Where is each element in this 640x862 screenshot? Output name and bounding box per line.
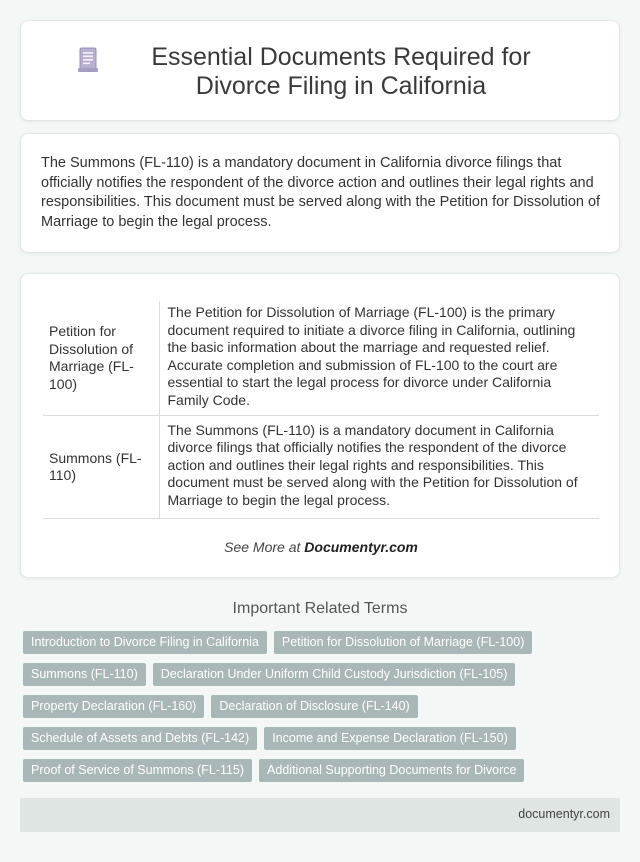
related-terms-heading: Important Related Terms xyxy=(232,600,408,617)
definition-cell: The Summons (FL-110) is a mandatory document in California divorce filings that officially notifies the respondent of the divorce action and outlines their legal rights and responsibilities. This document must be served along with the Petition for Dissolution of Marriage to begin the legal process. xyxy=(159,416,599,519)
summary-text: The Summons (FL-110) is a mandatory document in California divorce filings that officially notifies the respondent of the divorce action and outlines their legal rights and responsibilities. This document must be served along with the Petition for Dissolution of Marriage to begin the legal process. xyxy=(41,155,601,230)
related-term-tag[interactable]: Schedule of Assets and Debts (FL-142) xyxy=(23,727,257,750)
related-term-tag[interactable]: Summons (FL-110) xyxy=(23,663,146,686)
term-cell: Summons (FL-110) xyxy=(43,416,159,519)
table-row xyxy=(43,301,599,416)
related-term-tag[interactable]: Petition for Dissolution of Marriage (FL-100) xyxy=(274,631,532,654)
related-terms-list xyxy=(23,631,623,782)
related-term-tag[interactable]: Declaration Under Uniform Child Custody Jurisdiction (FL-105) xyxy=(153,663,516,686)
see-more-site[interactable]: Documentyr.com xyxy=(304,539,418,555)
footer xyxy=(20,798,620,832)
related-term-tag[interactable]: Additional Supporting Documents for Divorce xyxy=(259,759,524,782)
see-more-prefix: See More at xyxy=(224,539,305,555)
related-term-tag[interactable]: Proof of Service of Summons (FL-115) xyxy=(23,759,252,782)
title-card xyxy=(20,20,620,121)
related-term-tag[interactable]: Income and Expense Declaration (FL-150) xyxy=(264,727,516,750)
related-term-tag[interactable]: Declaration of Disclosure (FL-140) xyxy=(211,695,417,718)
see-more-link[interactable] xyxy=(21,539,621,555)
table-row xyxy=(43,416,599,519)
footer-site-link[interactable]: documentyr.com xyxy=(518,807,610,821)
term-cell: Petition for Dissolution of Marriage (FL-100) xyxy=(43,301,159,416)
definitions-table xyxy=(43,301,599,519)
page-title: Essential Documents Required for Divorce Filing in California xyxy=(151,42,531,100)
definitions-card xyxy=(20,273,620,578)
related-term-tag[interactable]: Property Declaration (FL-160) xyxy=(23,695,204,718)
related-term-tag[interactable]: Introduction to Divorce Filing in California xyxy=(23,631,267,654)
summary-card xyxy=(20,133,620,253)
definition-cell: The Petition for Dissolution of Marriage (FL-100) is the primary document required to initiate a divorce filing in California, outlining the basic information about the marriage and requested relief. Accurate completion and submission of FL-100 to the court are essential to start the legal process for divorce under California Family Code. xyxy=(159,301,599,416)
